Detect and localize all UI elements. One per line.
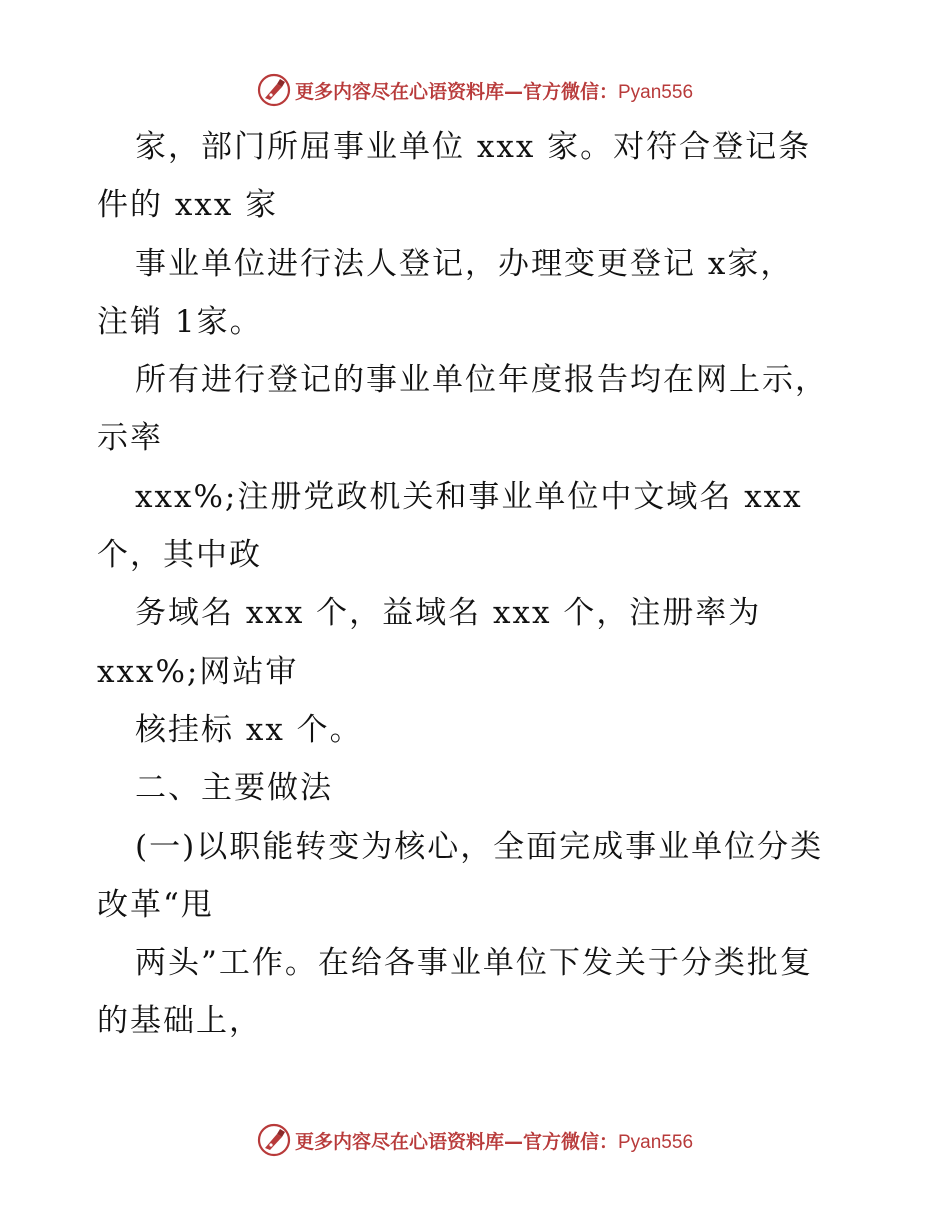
text-line: 注销 1家。 <box>97 303 263 340</box>
pen-nib-logo-icon <box>257 1123 291 1157</box>
text-line: xxx%;注册党政机关和事业单位中文域名 xxx <box>135 478 803 515</box>
section-heading: 二、主要做法 <box>135 770 333 807</box>
text-line: 务域名 xxx 个，益域名 xxx 个，注册率为 <box>135 595 762 632</box>
footer-banner <box>0 1120 950 1160</box>
body-text <box>97 118 857 1051</box>
text-line: 核挂标 xx 个。 <box>135 711 363 748</box>
text-line: 事业单位进行法人登记，办理变更登记 x家， <box>135 245 794 282</box>
text-line: 所有进行登记的事业单位年度报告均在网上示， <box>135 362 828 399</box>
text-line: 改革“甩 <box>97 886 214 923</box>
header-banner-text: 更多内容尽在心语资料库—官方微信：Pyan556 <box>294 80 694 103</box>
text-line: 个，其中政 <box>97 537 262 574</box>
footer-banner-text: 更多内容尽在心语资料库—官方微信：Pyan556 <box>294 1130 694 1153</box>
text-line: xxx%;网站审 <box>97 653 299 690</box>
header-banner <box>0 70 950 110</box>
text-line: 两头”工作。在给各事业单位下发关于分类批复 <box>135 945 813 982</box>
text-line: 件的 xxx 家 <box>97 187 279 224</box>
pen-nib-logo-icon <box>257 73 291 107</box>
text-line: (一)以职能转变为核心，全面完成事业单位分类 <box>135 828 824 865</box>
text-line: 示率 <box>97 420 163 457</box>
text-line: 的基础上， <box>97 1003 262 1040</box>
text-line: 家，部门所屈事业单位 xxx 家。对符合登记条 <box>135 129 812 165</box>
